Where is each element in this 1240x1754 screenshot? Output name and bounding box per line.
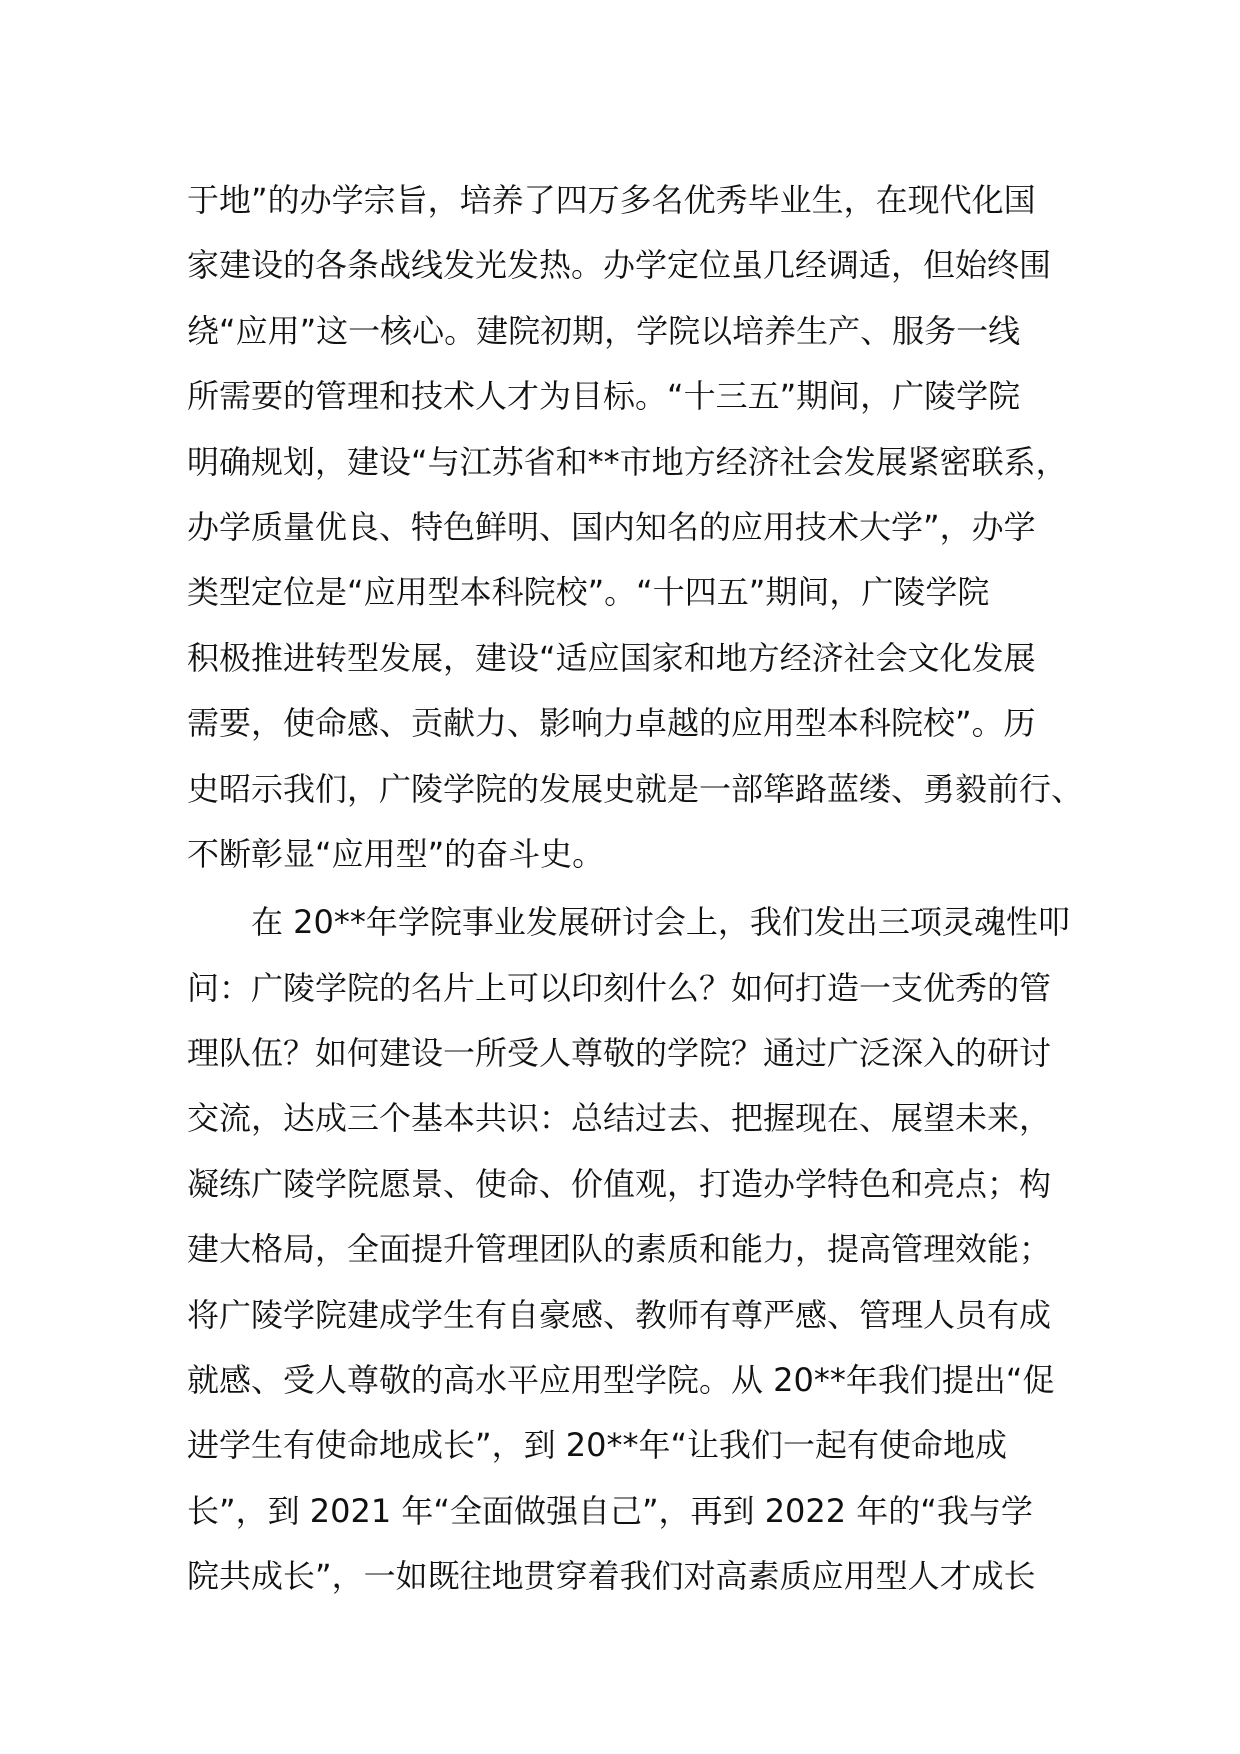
paragraph-line: 办学质量优良、特色鲜明、国内知名的应用技术大学”，办学 bbox=[187, 507, 1036, 546]
paragraph-line: 问：广陵学院的名片上可以印刻什么？如何打造一支优秀的管 bbox=[187, 968, 1052, 1007]
paragraph-line: 积极推进转型发展，建设“适应国家和地方经济社会文化发展 bbox=[187, 638, 1036, 677]
paragraph-line: 类型定位是“应用型本科院校”。“十四五”期间，广陵学院 bbox=[187, 573, 990, 612]
paragraph-line: 需要，使命感、贡献力、影响力卓越的应用型本科院校”。历 bbox=[187, 704, 1036, 743]
paragraph-line: 所需要的管理和技术人才为目标。“十三五”期间，广陵学院 bbox=[187, 377, 1021, 416]
paragraph-line: 于地”的办学宗旨，培养了四万多名优秀毕业生，在现代化国 bbox=[187, 181, 1036, 219]
paragraph-line: 史昭示我们，广陵学院的发展史就是一部筚路蓝缕、勇毅前行、 bbox=[187, 769, 1084, 808]
paragraph-1 bbox=[187, 168, 1084, 887]
paragraph-line: 理队伍？如何建设一所受人尊敬的学院？通过广泛深入的研讨 bbox=[187, 1034, 1052, 1073]
paragraph-line: 院共成长”，一如既往地贯穿着我们对高素质应用型人才成长 bbox=[187, 1557, 1036, 1596]
paragraph-line: 就感、受人尊敬的高水平应用型学院。从 20**年我们提出“促 bbox=[187, 1361, 1055, 1400]
paragraph-line: 家建设的各条战线发光发热。办学定位虽几经调适，但始终围 bbox=[187, 246, 1052, 285]
paragraph-line: 交流，达成三个基本共识：总结过去、把握现在、展望未来， bbox=[187, 1099, 1052, 1138]
paragraph-line: 将广陵学院建成学生有自豪感、教师有尊严感、管理人员有成 bbox=[187, 1295, 1052, 1334]
paragraph-line: 明确规划，建设“与江苏省和**市地方经济社会发展紧密联系， bbox=[187, 442, 1068, 481]
paragraph-line: 凝练广陵学院愿景、使命、价值观，打造办学特色和亮点；构 bbox=[187, 1164, 1052, 1203]
document-body bbox=[187, 168, 1084, 1610]
paragraph-line: 在 20**年学院事业发展研讨会上，我们发出三项灵魂性叩 bbox=[251, 903, 1070, 942]
paragraph-2 bbox=[187, 890, 1077, 1609]
paragraph-line: 建大格局，全面提升管理团队的素质和能力，提高管理效能； bbox=[187, 1230, 1052, 1269]
paragraph-line: 不断彰显“应用型”的奋斗史。 bbox=[187, 834, 605, 873]
paragraph-line: 绕“应用”这一核心。建院初期，学院以培养生产、服务一线 bbox=[187, 311, 1021, 350]
paragraph-line: 长”，到 2021 年“全面做强自己”，再到 2022 年的“我与学 bbox=[187, 1491, 1033, 1530]
paragraph-line: 进学生有使命地成长”，到 20**年“让我们一起有使命地成 bbox=[187, 1426, 1008, 1465]
